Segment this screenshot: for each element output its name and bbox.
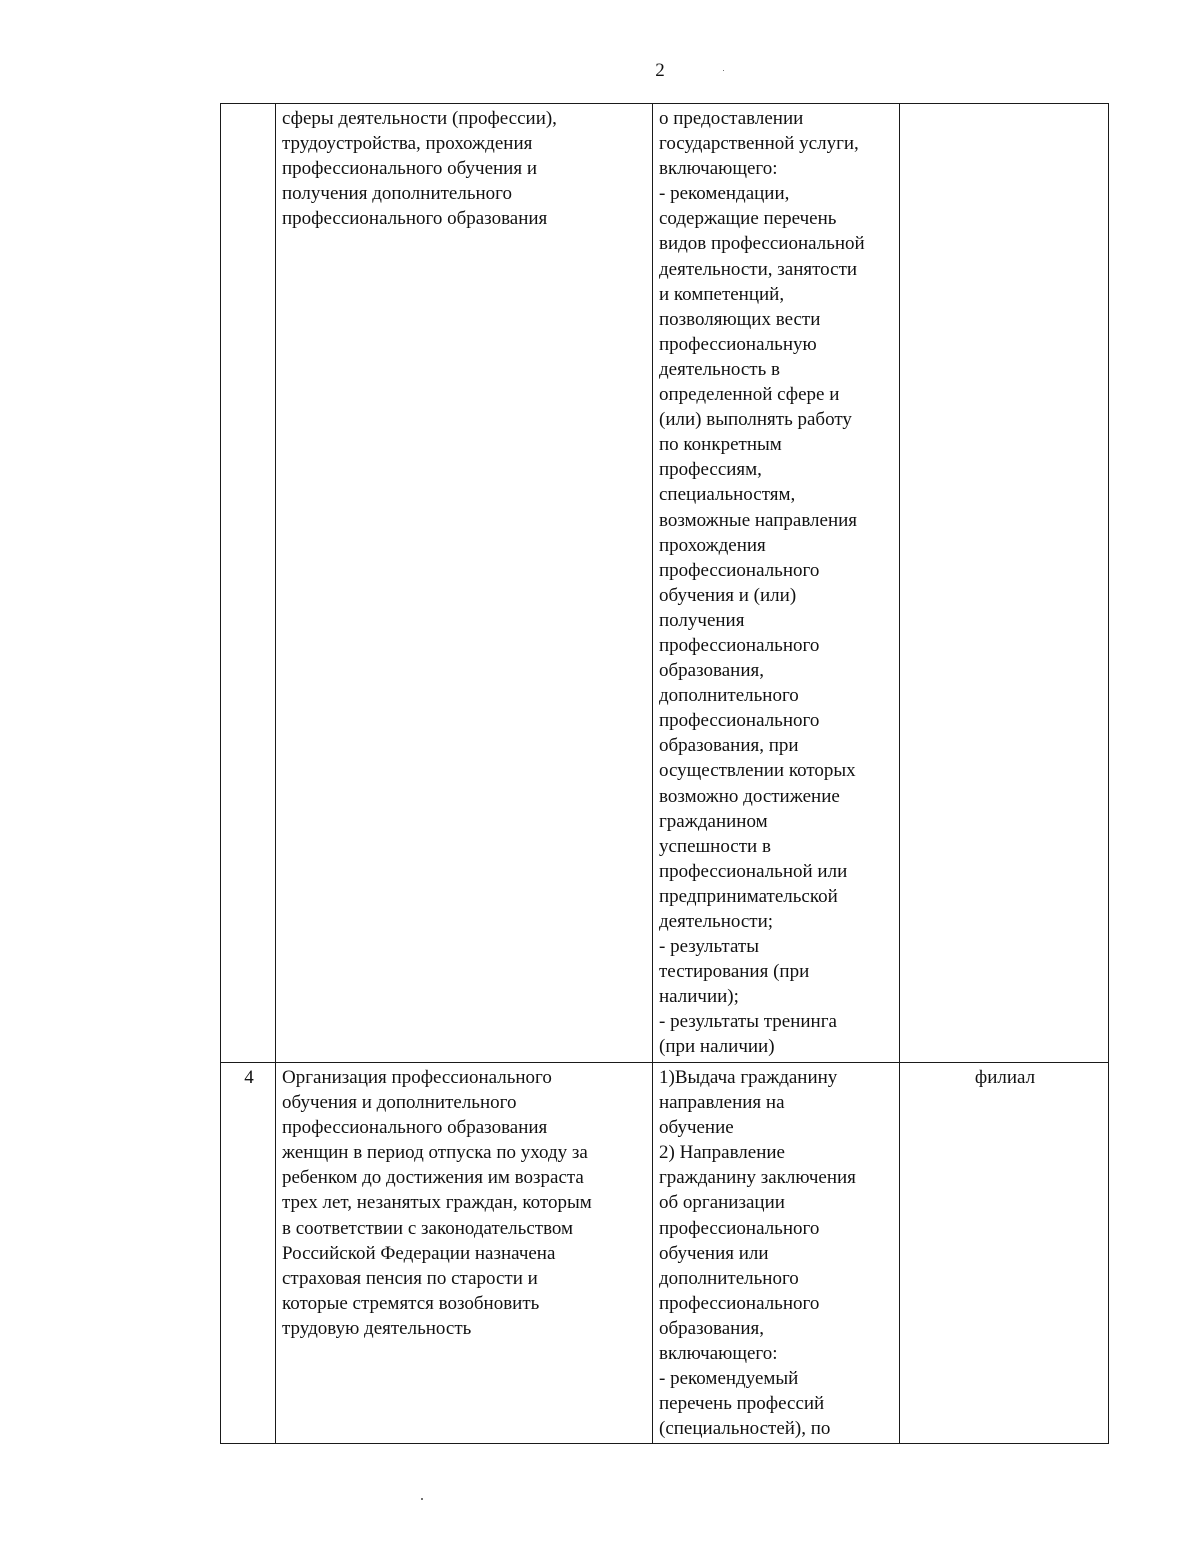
text-line: обучения или [659,1242,769,1264]
row-number-cell [221,104,276,1063]
text-line: 1)Выдача гражданину [659,1067,838,1088]
service-result-cell [653,104,900,1063]
text-line: страховая пенсия по старости и [282,1267,538,1289]
text-line: прохождения [659,534,766,556]
text-line: и компетенций, [659,283,785,305]
text-line: в соответствии с законодательством [282,1217,574,1239]
text-line: трудовую деятельность [282,1317,472,1339]
text-line: перечень профессий [659,1393,825,1415]
text-line: ребенком до достижения им возраста [282,1167,584,1189]
executor-cell [900,104,1109,1063]
text-line: профессионального образования [282,1117,548,1139]
text-line: 2) Направление [659,1142,785,1164]
text-line: тестирования (при [659,961,810,983]
text-line: профессиям, [659,459,762,481]
text-line: направления на [659,1092,785,1114]
text-line: содержащие перечень [659,208,837,230]
text-line: (специальностей), по [659,1418,831,1440]
text-line: профессиональную [659,333,817,355]
text-line: профессиональной или [659,860,848,882]
text-line: профессионального обучения и [282,158,537,180]
services-table [220,103,1109,1444]
text-line: - рекомендации, [659,183,790,205]
text-line: дополнительного [659,1267,799,1289]
text-line: профессионального [659,559,820,581]
text-line: трех лет, незанятых граждан, которым [282,1192,592,1214]
text-line: - рекомендуемый [659,1368,799,1390]
text-line: позволяющих вести [659,308,821,330]
text-line: образования, при [659,735,799,757]
text-line: обучения и дополнительного [282,1092,517,1114]
text-line: сферы деятельности (профессии), [282,108,557,129]
text-line: трудоустройства, прохождения [282,133,533,155]
text-line: получения [659,609,745,631]
row-number-cell: 4 [221,1063,276,1444]
text-line: профессионального [659,1217,820,1239]
executor-cell: филиал [900,1063,1109,1444]
service-name-cell [276,104,653,1063]
service-result-cell [653,1063,900,1444]
text-line: гражданином [659,810,768,832]
text-line: возможные направления [659,509,858,531]
text-line: деятельность в [659,358,780,380]
service-name-text [282,1065,648,1341]
text-line: дополнительного [659,685,799,707]
table-row [221,104,1109,1063]
scan-speck [421,1498,423,1500]
text-line: Российской Федерации назначена [282,1242,556,1264]
text-line: осуществлении которых [659,760,856,782]
text-line: профессионального [659,634,820,656]
page-number: 2 [655,60,665,81]
text-line: государственной услуги, [659,133,859,155]
text-line: получения дополнительного [282,183,512,205]
text-line: включающего: [659,158,778,180]
text-line: Организация профессионального [282,1067,552,1088]
service-result-text [659,106,895,1060]
text-line: определенной сфере и [659,384,840,406]
text-line: видов профессиональной [659,233,865,255]
text-line: женщин в период отпуска по уходу за [282,1142,588,1164]
service-name-cell [276,1063,653,1444]
text-line: возможно достижение [659,785,840,807]
text-line: об организации [659,1192,785,1214]
text-line: профессионального [659,1292,820,1314]
text-line: которые стремятся возобновить [282,1292,540,1314]
service-result-text [659,1065,895,1441]
text-line: обучения и (или) [659,584,797,606]
text-line: образования, [659,660,764,682]
text-line: (или) выполнять работу [659,409,852,431]
text-line: профессионального [659,710,820,732]
text-line: деятельности; [659,911,774,932]
text-line: - результаты тренинга [659,1011,837,1033]
service-name-text [282,106,648,231]
text-line: образования, [659,1317,764,1339]
text-line: включающего: [659,1343,778,1365]
text-line: обучение [659,1117,734,1139]
text-line: о предоставлении [659,108,804,129]
text-line: деятельности, занятости [659,258,858,280]
text-line: специальностям, [659,484,796,506]
text-line: (при наличии) [659,1036,775,1058]
scan-speck [723,70,724,71]
text-line: успешности в [659,835,771,857]
table-row [221,1063,1109,1444]
text-line: профессионального образования [282,208,548,230]
text-line: наличии); [659,986,739,1008]
text-line: по конкретным [659,434,782,456]
text-line: предпринимательской [659,885,838,907]
text-line: гражданину заключения [659,1167,856,1189]
text-line: - результаты [659,936,759,958]
